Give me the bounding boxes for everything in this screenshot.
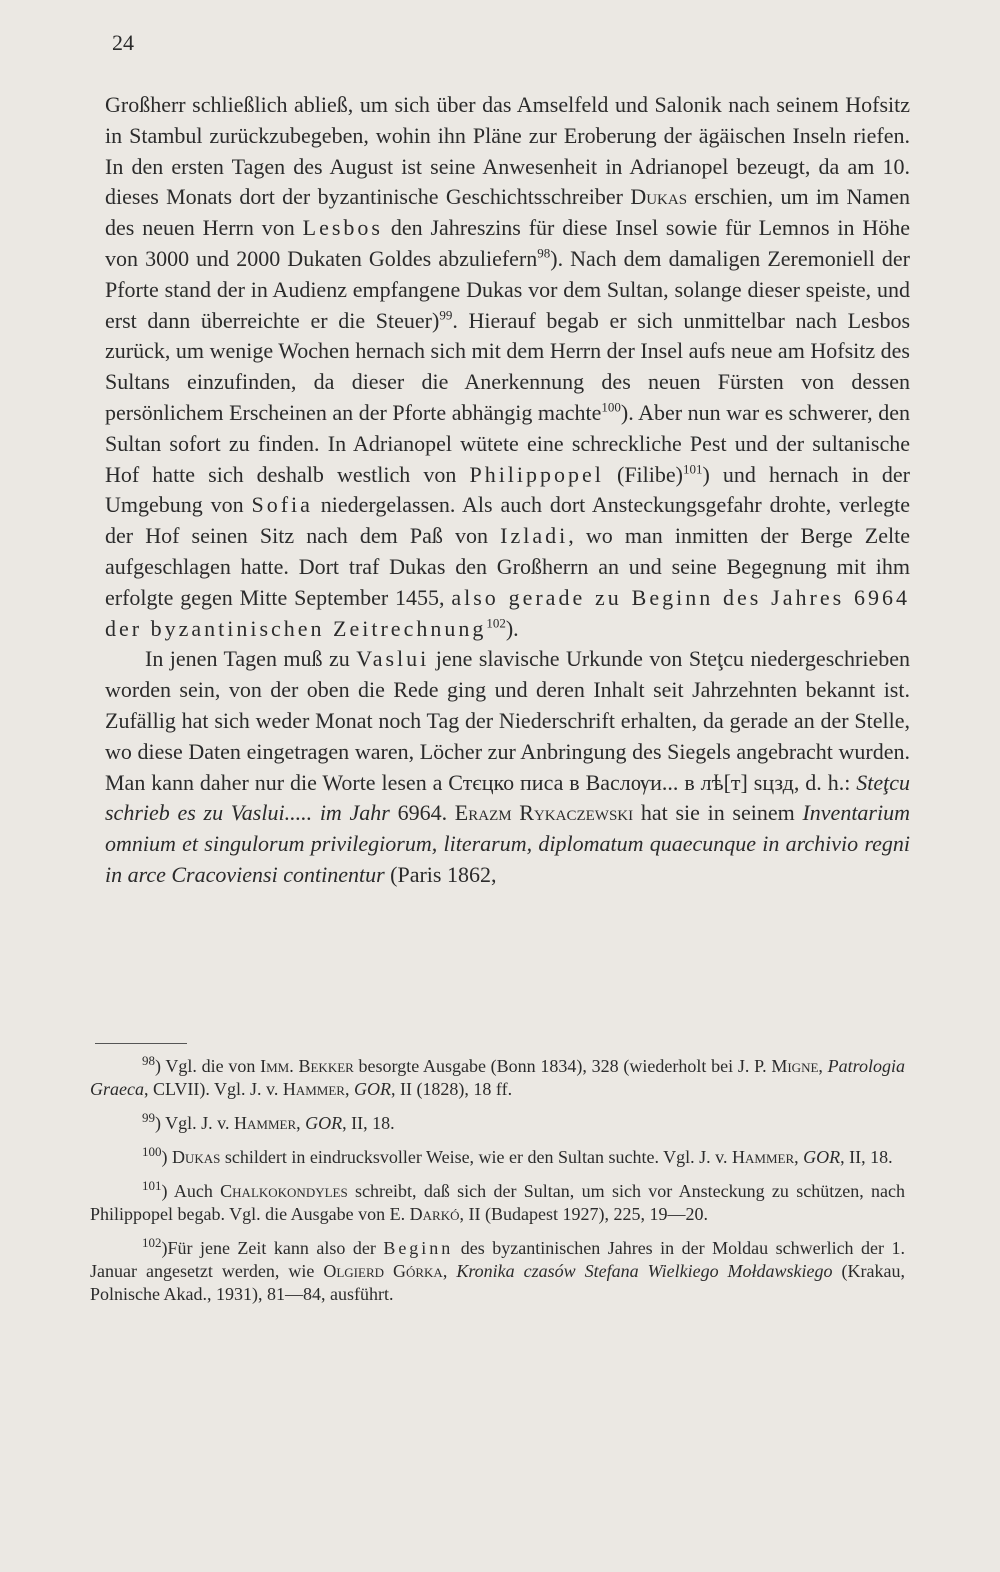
text-span: , wo man inmitten der Berge Zelte aufgeschlagen hatte. Dort traf Dukas den Großherrn an und seine Begegnung mit ihm erfolgte gegen Mitte September 1455, xyxy=(105,523,910,610)
footnote-98 xyxy=(90,1055,905,1101)
text-span: schildert in eindrucksvoller Weise, wie er den Sultan suchte. Vgl. J. v. xyxy=(220,1147,733,1167)
footnote-number: 101 xyxy=(142,1178,162,1193)
text-span: (Paris 1862, xyxy=(384,861,497,887)
book-title: Inventarium omnium et singulorum privilegiorum, literarum, diplomatum quaecunque in archivio regni in arce Cracoviensi continentur xyxy=(105,800,910,887)
author-name: Chalkokondyles xyxy=(220,1181,348,1201)
text-span: ) xyxy=(161,1147,172,1167)
spaced-place-name: Sofia xyxy=(251,492,313,518)
text-span: ) Vgl. die von xyxy=(155,1056,261,1076)
text-span: In jenen Tagen muß zu xyxy=(145,646,357,672)
text-span: , xyxy=(296,1113,306,1133)
book-title: GOR xyxy=(305,1113,343,1133)
footnote-number: 100 xyxy=(142,1144,162,1159)
text-span: jene slavische Urkunde von Steţcu niedergeschrieben worden sein, von der oben die Rede ging und deren Inhalt seit Jahrzehnten bekannt ist. Zufällig hat sich weder Monat noch Tag der Niederschrift erhalten, da gerade an der Stelle, wo diese Daten eingetragen waren, Löcher zur Anbringung des Siegels angebracht wurden. Man kann daher nur die Worte lesen xyxy=(105,646,910,795)
text-span: (Krakau, Polnische Akad., 1931), 81—84, ausführt. xyxy=(90,1261,905,1304)
footnote-ref-99: 99 xyxy=(439,307,453,323)
text-span: den Jahreszins für diese Insel sowie für Lemnos in Höhe von 3000 und 2000 Dukaten Goldes abzuliefern xyxy=(105,215,911,271)
author-name: Migne xyxy=(771,1056,819,1076)
paragraph-2 xyxy=(105,644,910,890)
footnote-101 xyxy=(90,1180,905,1226)
author-name: Hammer xyxy=(234,1113,297,1133)
footnote-number: 102 xyxy=(142,1235,162,1250)
author-name: Olgierd Górka xyxy=(323,1261,443,1281)
text-span: ) und hernach in der Umgebung von xyxy=(105,461,910,518)
footnote-ref-100: 100 xyxy=(601,399,621,415)
book-title: GOR xyxy=(353,1079,391,1099)
spaced-place-name: Lesbos xyxy=(302,215,383,241)
author-name: Hammer xyxy=(282,1079,345,1099)
text-span: , xyxy=(818,1056,828,1076)
spaced-place-name: Philippopel xyxy=(469,461,604,487)
main-text xyxy=(105,90,910,891)
text-span: , CLVII). Vgl. J. v. xyxy=(143,1079,283,1099)
text-span: niedergelassen. Als auch dort Ansteckungsgefahr drohte, verlegte der Hof seinen Sitz nach dem Paß von xyxy=(105,492,910,549)
translation-italic: Steţcu schrieb es zu Vaslui..... im Jahr xyxy=(105,769,910,826)
author-name: Dukas xyxy=(172,1147,221,1167)
page-number: 24 xyxy=(112,30,134,55)
footnote-99 xyxy=(90,1112,905,1135)
footnote-rule xyxy=(95,1043,187,1044)
text-span: besorgte Ausgabe (Bonn 1834), 328 (wiederholt bei J. P. xyxy=(353,1056,772,1076)
text-span: schreibt, daß sich der Sultan, um sich vor Ansteckung zu schützen, nach Philippopel begab. Vgl. die Ausgabe von E. xyxy=(90,1181,906,1224)
text-span: (Filibe) xyxy=(603,461,683,487)
text-span: . Hierauf begab er sich unmittelbar nach Lesbos zurück, um wenige Wochen hernach sich mit dem Herrn der Insel aufs neue am Hofsitz des Sultans einzufinden, da dieser die Anerkennung des neuen Fürsten von dessen persönlichem Erscheinen an der Pforte abhängig machte xyxy=(105,307,911,425)
footnote-number: 99 xyxy=(142,1110,155,1125)
paragraph-1 xyxy=(105,90,910,644)
text-span: ). xyxy=(505,615,519,641)
author-name: Erazm Rykaczewski xyxy=(454,800,634,826)
text-span: des byzantinischen Jahres in der Moldau schwerlich der 1. Januar angesetzt werden, wie xyxy=(90,1238,905,1281)
text-span: 6964. xyxy=(389,800,455,826)
text-span: , d. h.: xyxy=(793,769,857,795)
author-name: Hammer xyxy=(732,1147,795,1167)
text-span: , II, 18. xyxy=(840,1147,893,1167)
text-span: hat sie in seinem xyxy=(633,800,803,826)
footnote-ref-98: 98 xyxy=(537,245,551,261)
footnote-number: 98 xyxy=(142,1053,155,1068)
spaced-emphasis: Beginn xyxy=(383,1238,454,1258)
text-span: , II (1828), 18 ff. xyxy=(390,1079,513,1099)
text-span: ). Aber nun war es schwerer, den Sultan sofort zu finden. In Adrianopel wütete eine schreckliche Pest und der sultanische Hof hatte sich deshalb westlich von xyxy=(105,399,910,487)
text-span: , II (Budapest 1927), 225, 19—20. xyxy=(459,1204,708,1224)
footnote-100 xyxy=(90,1146,905,1169)
text-span: Großherr schließlich abließ, um sich über das Amselfeld und Salonik nach seinem Hofsitz in Stambul zurückzubegeben, wohin ihn Pläne zur Eroberung der ägäischen Inseln riefen. In den ersten Tagen des August ist seine Anwesenheit in Adrianopel bezeugt, da am 10. dieses Monats dort der byzantinische Geschichtsschreiber xyxy=(105,92,910,210)
book-title: GOR xyxy=(803,1147,841,1167)
footnote-102 xyxy=(90,1237,905,1306)
spaced-emphasis: also gerade zu Beginn des Jahres 6964 der byzantinischen Zeitrechnung xyxy=(105,584,910,641)
text-span: , II, 18. xyxy=(342,1113,395,1133)
footnotes xyxy=(90,1055,905,1317)
author-name: Darkó xyxy=(409,1204,460,1224)
text-span: , xyxy=(442,1261,457,1281)
footnote-ref-102: 102 xyxy=(486,615,506,631)
text-span: , xyxy=(344,1079,354,1099)
book-title: Patrologia Graeca xyxy=(90,1056,905,1099)
text-span: ) Vgl. J. v. xyxy=(155,1113,235,1133)
slavonic-quote: а Стєцко писа в Васлѹи... в лѣ[т] ѕцзд xyxy=(432,769,794,795)
footnote-ref-101: 101 xyxy=(682,461,703,477)
text-span: )Für jene Zeit kann also der xyxy=(161,1238,384,1258)
author-name: Dukas xyxy=(630,184,688,210)
spaced-place-name: Izladi xyxy=(500,523,569,549)
spaced-place-name: Vaslui xyxy=(356,646,430,672)
author-name: Imm. Bekker xyxy=(260,1056,354,1076)
text-span: erschien, um im Namen des neuen Herrn von xyxy=(105,184,910,241)
text-span: , xyxy=(794,1147,804,1167)
text-span: ). Nach dem damaligen Zeremoniell der Pforte stand der in Audienz empfangene Dukas vor dem Sultan, solange dieser speiste, und erst dann überreichte er die Steuer) xyxy=(105,245,910,333)
text-span: ) Auch xyxy=(161,1181,221,1201)
book-title: Kronika czasów Stefana Wielkiego Mołdawskiego xyxy=(456,1261,833,1281)
